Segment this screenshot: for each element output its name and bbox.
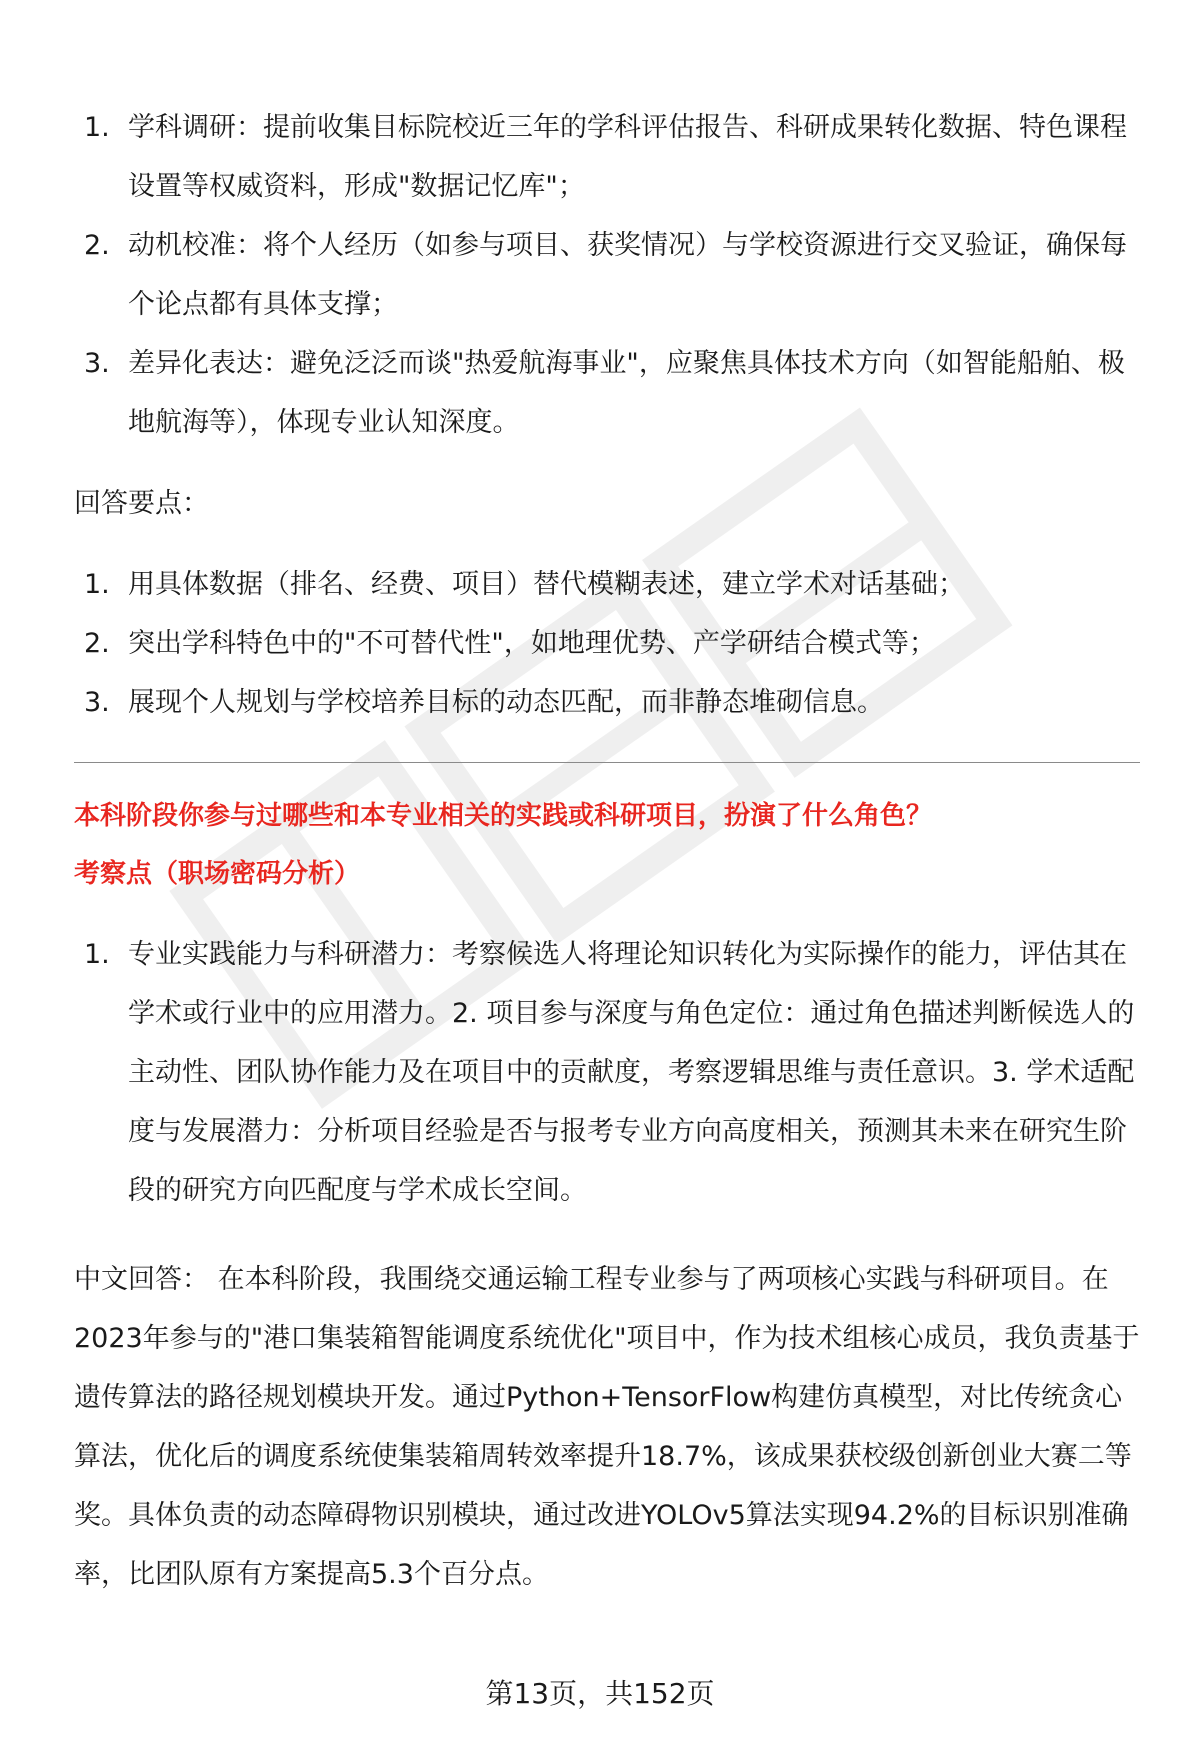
exam-point-heading: 考察点（职场密码分析） [74,859,361,889]
section1-list [74,98,1144,452]
list-number: 1. [84,939,110,970]
chinese-answer-paragraph: 中文回答： 在本科阶段，我围绕交通运输工程专业参与了两项核心实践与科研项目。在2023年参与的"港口集装箱智能调度系统优化"项目中，作为技术组核心成员，我负责基于遗传算法的路径规划模块开发。通过Python+TensorFlow构建仿真模型，对比传统贪心算法，优化后的调度系统使集装箱周转效率提升18.7%，该成果获校级创新创业大赛二等奖。具体负责的动态障碍物识别模块，通过改进YOLOv5算法实现94.2%的目标识别准确率，比团队原有方案提高5.3个百分点。 [74,1264,1140,1590]
question-heading: 本科阶段你参与过哪些和本专业相关的实践或科研项目，扮演了什么角色？ [74,801,933,831]
exam-points-list [74,925,1144,1220]
main-content [74,98,1144,1604]
list-text: 突出学科特色中的"不可替代性"，如地理优势、产学研结合模式等； [128,628,936,659]
list-number: 3. [84,687,110,718]
list-item [74,98,1144,216]
page-number-footer: 第13页，共152页 [485,1677,715,1710]
list-text: 学科调研：提前收集目标院校近三年的学科评估报告、科研成果转化数据、特色课程设置等权威资料，形成"数据记忆库"； [128,112,1127,202]
list-number: 2. [84,628,110,659]
list-text: 差异化表达：避免泛泛而谈"热爱航海事业"，应聚焦具体技术方向（如智能船舶、极地航海等），体现专业认知深度。 [128,348,1125,438]
list-number: 1. [84,569,110,600]
list-item [74,334,1144,452]
list-text: 展现个人规划与学校培养目标的动态匹配，而非静态堆砌信息。 [128,687,884,718]
list-item [74,614,1144,673]
list-item [74,673,1144,732]
answer-points-list [74,555,1144,732]
list-number: 2. [84,230,110,261]
section-divider [74,762,1140,763]
list-number: 1. [84,112,110,143]
answer-points-label: 回答要点： [74,488,209,519]
list-item [74,555,1144,614]
list-text: 专业实践能力与科研潜力：考察候选人将理论知识转化为实际操作的能力，评估其在学术或行业中的应用潜力。2. 项目参与深度与角色定位：通过角色描述判断候选人的主动性、团队协作能力及在项目中的贡献度，考察逻辑思维与责任意识。3. 学术适配度与发展潜力：分析项目经验是否与报考专业方向高度相关，预测其未来在研究生阶段的研究方向匹配度与学术成长空间。 [128,939,1135,1206]
list-item [74,216,1144,334]
list-text: 动机校准：将个人经历（如参与项目、获奖情况）与学校资源进行交叉验证，确保每个论点都有具体支撑； [128,230,1127,320]
list-number: 3. [84,348,110,379]
list-item [74,925,1144,1220]
list-text: 用具体数据（排名、经费、项目）替代模糊表述，建立学术对话基础； [128,569,965,600]
